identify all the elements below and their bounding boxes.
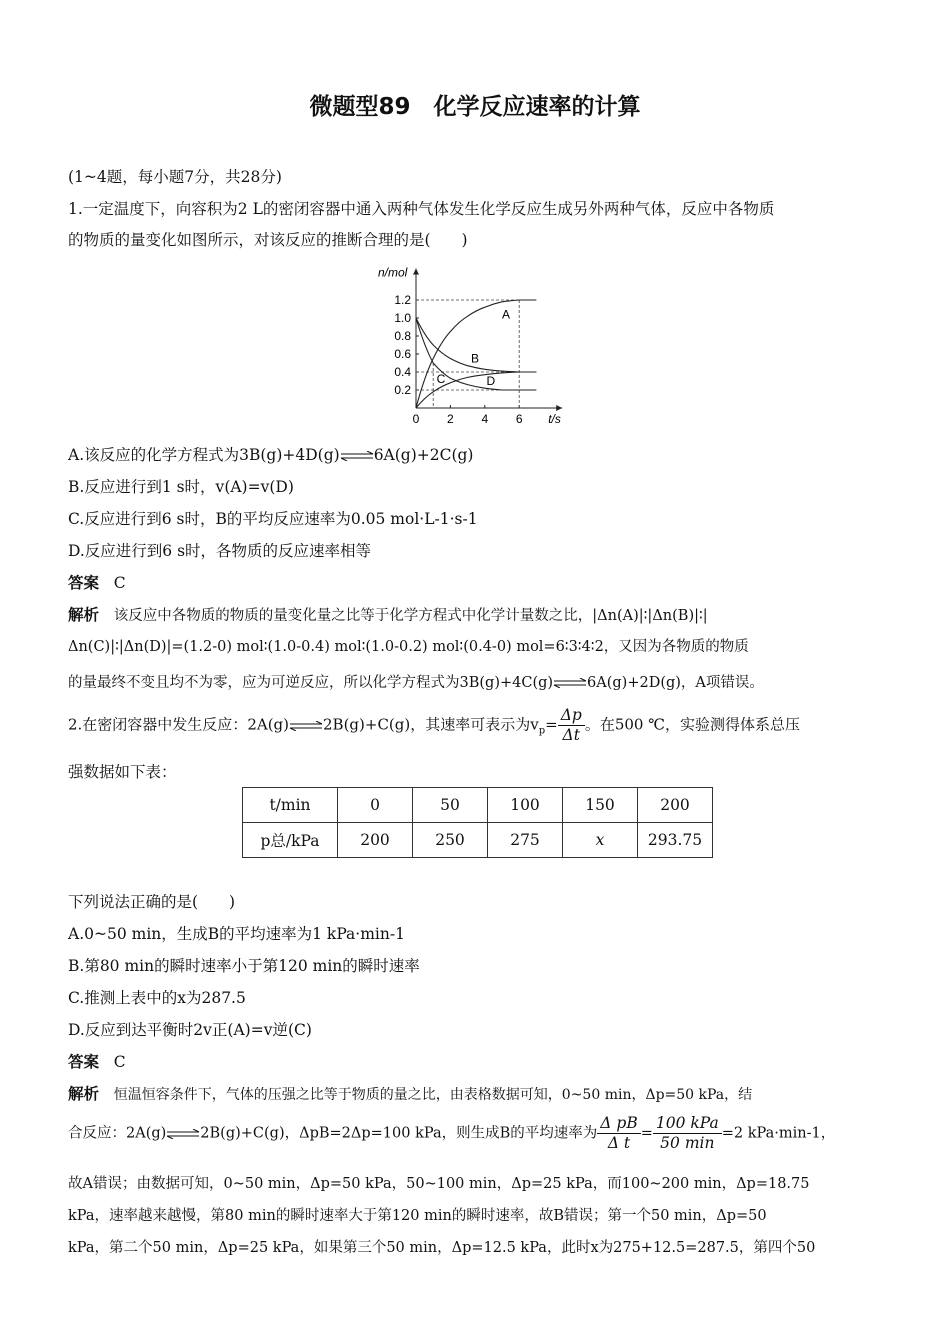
q1-option-a-text: A.该反应的化学方程式为3B(g)+4D(g)	[68, 446, 340, 464]
fraction-numerator: Δ pB	[597, 1114, 640, 1134]
q2-analysis-line1	[68, 1082, 752, 1104]
y-tick-label: 1.2	[394, 293, 411, 307]
series-label-C: C	[436, 372, 446, 387]
x-tick-label: 0	[412, 412, 420, 426]
q1-option-a-product: 6A(g)+2C(g)	[373, 446, 474, 464]
fraction-denominator: Δt	[562, 726, 580, 744]
y-axis-label: n/mol	[378, 265, 408, 280]
table-row	[243, 788, 713, 823]
q2-stem-text: 2.在密闭容器中发生反应：2A(g)	[68, 715, 289, 734]
y-tick-label: 0.6	[394, 347, 411, 361]
answer-value: C	[113, 1053, 126, 1071]
fraction-numerator: 100 kPa	[653, 1114, 722, 1134]
value-fraction	[653, 1114, 722, 1153]
y-tick-label: 0.8	[394, 329, 411, 343]
analysis-label: 解析	[68, 606, 100, 624]
x-tick-label: 6	[515, 412, 523, 426]
q2-analysis-line5: kPa，第二个50 min，Δp=25 kPa，如果第三个50 min，Δp=12.5 kPa，此时x为275+12.5=287.5，第四个50	[68, 1240, 816, 1256]
q2-option-a: A.0~50 min，生成B的平均速率为1 kPa·min-1	[68, 925, 405, 943]
q1-option-a	[68, 443, 473, 465]
table-cell: p总/kPa	[243, 823, 338, 858]
q2-analysis-line4: kPa，速率越来越慢，第80 min的瞬时速率大于第120 min的瞬时速率，故B错误；第一个50 min，Δp=50	[68, 1208, 767, 1224]
table-cell: 250	[413, 823, 488, 858]
table-cell: x	[563, 823, 638, 858]
table-cell: 0	[338, 788, 413, 823]
fraction-denominator: 50 min	[660, 1134, 715, 1152]
q1-analysis-line3	[68, 671, 764, 692]
q2-option-c: C.推测上表中的x为287.5	[68, 989, 246, 1007]
analysis-text: 的量最终不变且均不为零，应为可逆反应，所以化学方程式为3B(g)+4C(g)	[68, 675, 554, 691]
q2-option-b: B.第80 min的瞬时速率小于第120 min的瞬时速率	[68, 957, 420, 975]
q1-answer	[68, 571, 126, 593]
fraction-denominator: Δ t	[607, 1134, 631, 1152]
q2-analysis-line3: 故A错误；由数据可知，0~50 min，Δp=50 kPa，50~100 min，Δp=25 kPa，而100~200 min，Δp=18.75	[68, 1176, 810, 1192]
q1-stem-line2: 的物质的量变化如图所示，对该反应的推断合理的是( )	[68, 231, 468, 249]
page-title: 微题型89 化学反应速率的计算	[309, 94, 641, 120]
table-cell: 275	[488, 823, 563, 858]
y-axis-arrow	[413, 269, 419, 275]
table-cell: 293.75	[638, 823, 713, 858]
q2-stem-line1	[68, 706, 800, 745]
table-cell: t/min	[243, 788, 338, 823]
q1-option-b: B.反应进行到1 s时，v(A)=v(D)	[68, 478, 294, 496]
analysis-label: 解析	[68, 1085, 100, 1103]
pressure-table	[242, 787, 713, 858]
rate-fraction	[558, 706, 585, 745]
section-intro: (1~4题，每小题7分，共28分)	[68, 168, 282, 186]
table-row	[243, 823, 713, 858]
analysis-text: =2 kPa·min-1，	[721, 1125, 836, 1142]
answer-label: 答案	[68, 574, 100, 592]
analysis-text: 6A(g)+2D(g)，A项错误。	[587, 675, 764, 691]
analysis-text: 恒温恒容条件下，气体的压强之比等于物质的量之比，由表格数据可知，0~50 min，Δp=50 kPa，结	[113, 1087, 753, 1103]
q2-stem-text: 。在500 ℃，实验测得体系总压	[584, 715, 800, 734]
table-cell: 150	[563, 788, 638, 823]
y-tick-label: 0.2	[394, 383, 411, 397]
equilibrium-arrow-icon	[166, 1129, 200, 1139]
answer-value: C	[113, 574, 126, 592]
q2-ask: 下列说法正确的是( )	[68, 893, 236, 911]
equilibrium-arrow-icon	[289, 721, 323, 731]
y-tick-label: 0.4	[394, 365, 411, 379]
x-tick-label: 2	[447, 412, 454, 426]
equilibrium-arrow-icon	[553, 678, 587, 688]
q1-option-c: C.反应进行到6 s时，B的平均反应速率为0.05 mol·L-1·s-1	[68, 510, 478, 528]
q2-stem-eq: =	[545, 715, 558, 734]
fraction-numerator: Δp	[558, 706, 585, 726]
q2-option-d: D.反应到达平衡时2v正(A)=v逆(C)	[68, 1021, 312, 1039]
analysis-text: 2B(g)+C(g)，ΔpB=2Δp=100 kPa，则生成B的平均速率为	[200, 1125, 598, 1142]
series-label-A: A	[502, 307, 511, 322]
x-axis-label: t/s	[548, 412, 561, 426]
analysis-eq: =	[640, 1125, 653, 1142]
analysis-text: 合反应：2A(g)	[68, 1125, 167, 1142]
q2-stem-text: 2B(g)+C(g)，其速率可表示为v	[323, 715, 539, 734]
table-cell: 50	[413, 788, 488, 823]
series-label-D: D	[486, 374, 496, 388]
table-cell: 200	[338, 823, 413, 858]
q1-analysis-line1	[68, 603, 708, 625]
analysis-text: 该反应中各物质的物质的量变化量之比等于化学方程式中化学计量数之比，|Δn(A)|∶|Δn(B)|∶|	[113, 608, 708, 624]
q1-stem-line1: 1.一定温度下，向容积为2 L的密闭容器中通入两种气体发生化学反应生成另外两种气体，反应中各物质	[68, 200, 775, 218]
q2-analysis-line2	[68, 1114, 835, 1153]
table-cell: 200	[638, 788, 713, 823]
q2-answer	[68, 1050, 126, 1072]
x-tick-label: 4	[481, 412, 489, 426]
equilibrium-arrow-icon	[340, 451, 374, 461]
answer-label: 答案	[68, 1053, 100, 1071]
y-tick-label: 1.0	[394, 311, 411, 325]
series-label-B: B	[471, 351, 480, 366]
x-axis-arrow	[556, 405, 562, 411]
q1-chart	[368, 255, 583, 427]
q1-option-d: D.反应进行到6 s时，各物质的反应速率相等	[68, 542, 372, 560]
rate-fraction	[597, 1114, 640, 1153]
q2-stem-sub: p	[538, 725, 546, 737]
table-cell: 100	[488, 788, 563, 823]
q2-stem-line2: 强数据如下表：	[68, 763, 177, 781]
q1-analysis-line2: Δn(C)|∶|Δn(D)|=(1.2-0) mol∶(1.0-0.4) mol∶(1.0-0.2) mol∶(0.4-0) mol=6∶3∶4∶2，又因为各物质的物质	[68, 639, 749, 655]
